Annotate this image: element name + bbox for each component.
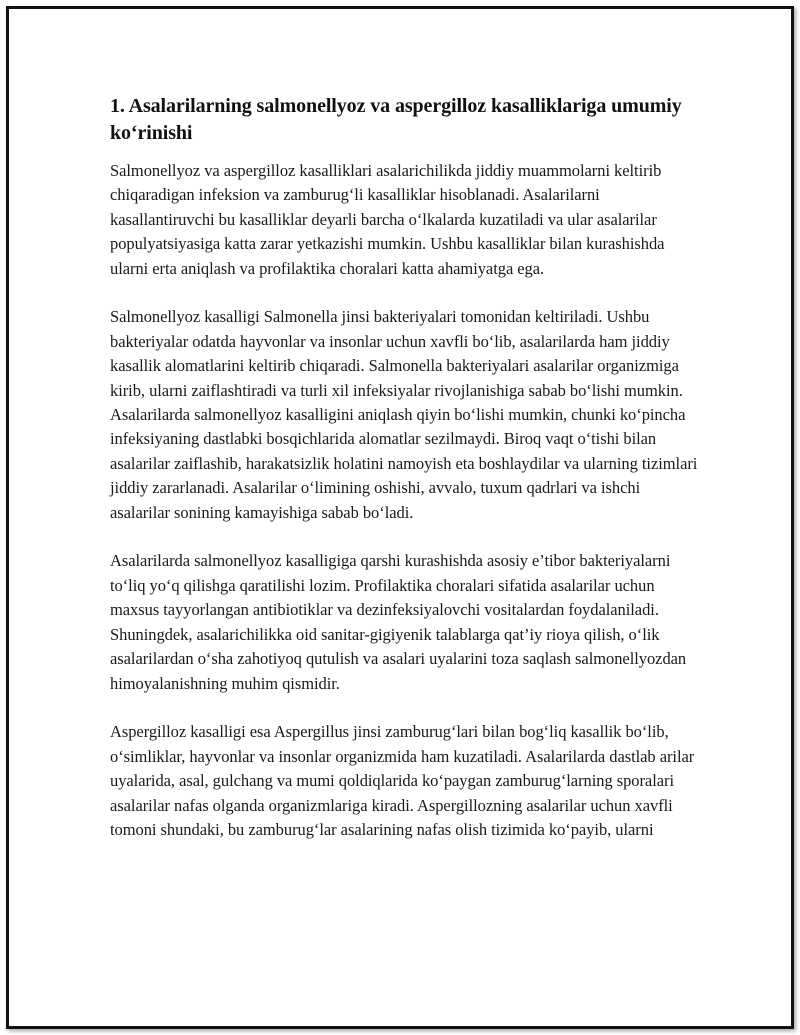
paragraph-4: Aspergilloz kasalligi esa Aspergillus jinsi zamburugʻlari bilan bogʻliq kasallik boʻlib, oʻsimliklar, hayvonlar va insonlar organizmida ham kuzatiladi. Asalarilarda dastlab arilar uyalarida, asal, gulchang va mumi qoldiqlarida koʻpaygan zamburugʻlarning sporalari asalarilar nafas olganda organizmlariga kiradi. Aspergillozning asalarilar uchun xavfli tomoni shundaki, bu zamburugʻlar asalarining nafas olish tizimida koʻpayib, ularni	[110, 722, 695, 839]
paragraph-1: Salmonellyoz va aspergilloz kasalliklari asalarichilikda jiddiy muammolarni keltirib chiqaradigan infeksion va zamburugʻli kasalliklar hisoblanadi. Asalarilarni kasallantiruvchi bu kasalliklar deyarli barcha oʻlkalarda kuzatiladi va ular asalarilar populyatsiyasiga katta zarar yetkazishi mumkin. Ushbu kasalliklar bilan kurashishda ularni erta aniqlash va profilaktika choralari katta ahamiyatga ega.	[110, 161, 665, 278]
paragraph-3: Asalarilarda salmonellyoz kasalligiga qarshi kurashishda asosiy e’tibor bakteriyalarni toʻliq yoʻq qilishga qaratilishi lozim. Profilaktika choralari sifatida asalarilar uchun maxsus tayyorlangan antibiotiklar va dezinfeksiyalovchi vositalardan foydalaniladi. Shuningdek, asalarichilikka oid sanitar-gigiyenik talablarga qat’iy rioya qilish, oʻlik asalarilardan oʻsha zahotiyoq qutulish va asalari uyalarini toza saqlash salmonellyozdan himoyalanishning muhim qismidir.	[110, 551, 687, 693]
section-heading: 1. Asalarilarning salmonellyoz va aspergilloz kasalliklariga umumiy koʻrinishi	[110, 95, 682, 144]
paragraph-2: Salmonellyoz kasalligi Salmonella jinsi bakteriyalari tomonidan keltiriladi. Ushbu bakteriyalar odatda hayvonlar va insonlar uchun xavfli boʻlib, asalarilarda ham jiddiy kasallik alomatlarini keltirib chiqaradi. Salmonella bakteriyalari asalarilar organizmiga kirib, ularni zaiflashtiradi va turli xil infeksiyalar rivojlanishiga sabab boʻlishi mumkin. Asalarilarda salmonellyoz kasalligini aniqlash qiyin boʻlishi mumkin, chunki koʻpincha infeksiyaning dastlabki bosqichlarida alomatlar sezilmaydi. Biroq vaqt oʻtishi bilan asalarilar zaiflashib, harakatsizlik holatini namoyish eta boshlaydilar va ularning tizimlari jiddiy zararlanadi. Asalarilar oʻlimining oshishi, avvalo, tuxum qadrlari va ishchi asalarilar sonining kamayishiga sabab boʻladi.	[110, 307, 698, 522]
document-body	[110, 93, 700, 867]
